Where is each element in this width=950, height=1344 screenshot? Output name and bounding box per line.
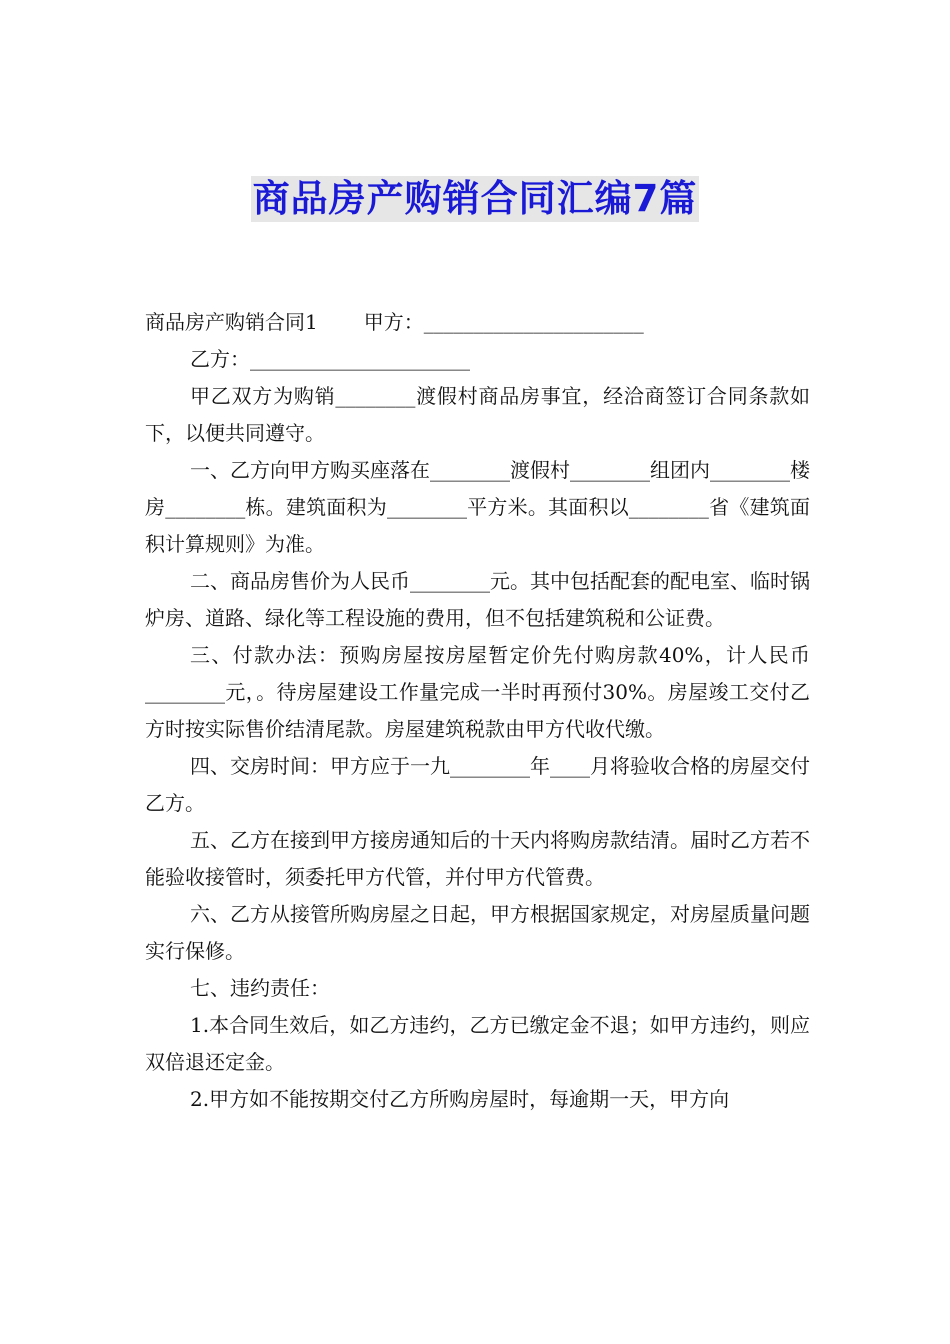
paragraph-clause-5: 五、乙方在接到甲方接房通知后的十天内将购房款结清。届时乙方若不能验收接管时，须委托甲方代管，并付甲方代管费。 bbox=[145, 828, 810, 889]
contract-heading-line bbox=[145, 304, 810, 341]
paragraph-clause-3: 三、付款办法：预购房屋按房屋暂定价先付购房款40%，计人民币________元，。待房屋建设工作量完成一半时再预付30%。房屋竣工交付乙方时按实际售价结清尾款。房屋建筑税款由甲方代收代缴。 bbox=[145, 643, 810, 741]
title-container bbox=[0, 176, 950, 222]
party-b-line: 乙方：______________________ bbox=[190, 347, 470, 371]
paragraph-clause-6: 六、乙方从接管所购房屋之日起，甲方根据国家规定，对房屋质量问题实行保修。 bbox=[145, 902, 810, 963]
document-body bbox=[145, 304, 810, 1118]
paragraph-clause-7: 七、违约责任： bbox=[190, 976, 330, 1000]
paragraph-clause-2: 二、商品房售价为人民币________元。其中包括配套的配电室、临时锅炉房、道路、绿化等工程设施的费用，但不包括建筑税和公证费。 bbox=[145, 569, 810, 630]
paragraph-intro: 甲乙双方为购销________渡假村商品房事宜，经洽商签订合同条款如下，以便共同遵守。 bbox=[145, 384, 810, 445]
paragraph-clause-7-1: 1.本合同生效后，如乙方违约，乙方已缴定金不退；如甲方违约，则应双倍退还定金。 bbox=[145, 1013, 810, 1074]
document-title: 商品房产购销合同汇编7篇 bbox=[252, 177, 698, 220]
paragraph-clause-1: 一、乙方向甲方购买座落在________渡假村________组团内________楼房________栋。建筑面积为________平方米。其面积以________省《建筑面积计算规则》为准。 bbox=[145, 458, 810, 556]
contract-label: 商品房产购销合同1 bbox=[145, 310, 318, 334]
paragraph-clause-7-2: 2.甲方如不能按期交付乙方所购房屋时，每逾期一天，甲方向 bbox=[190, 1087, 730, 1111]
paragraph-clause-4: 四、交房时间：甲方应于一九________年____月将验收合格的房屋交付乙方。 bbox=[145, 754, 810, 815]
party-a-line: 甲方：______________________ bbox=[363, 310, 644, 334]
